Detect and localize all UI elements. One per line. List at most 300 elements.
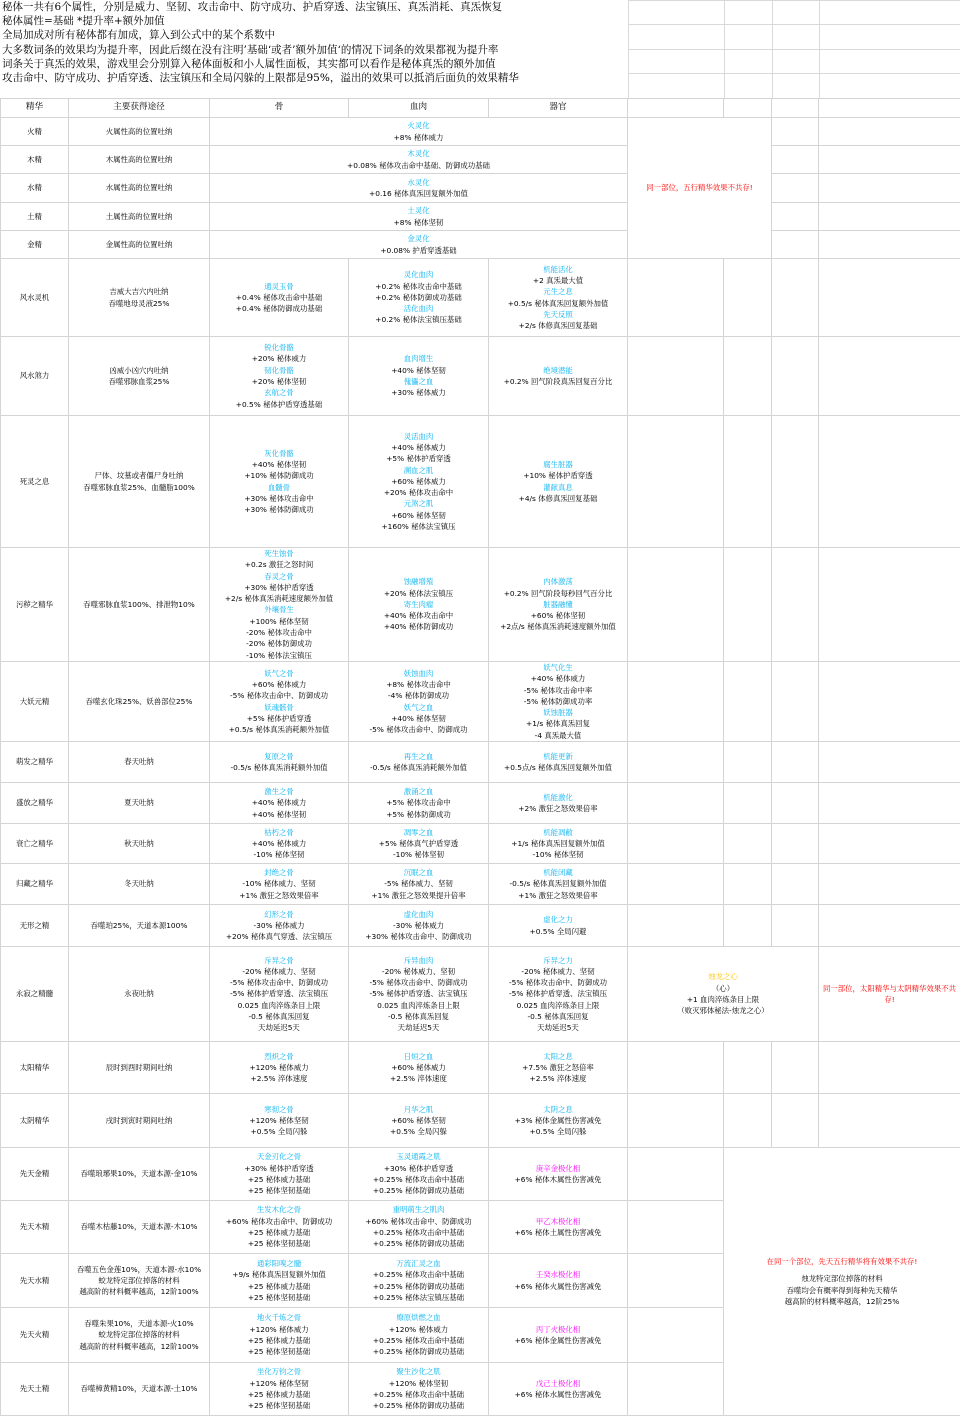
effect-text: +1% 激狂之怒效果提升倍率 xyxy=(350,890,487,901)
effect-text: +20% 秘体威力 xyxy=(211,353,347,364)
effect-text: -10% 秘体坚韧 xyxy=(490,849,626,860)
source-cell: 火属性高的位置吐纳 xyxy=(69,118,210,146)
effect-name: 妖蚀脏器 xyxy=(490,707,626,718)
essence-cell: 盛放之精华 xyxy=(1,783,69,824)
essence-cell: 衰亡之精华 xyxy=(1,824,69,864)
essence-cell: 太阳精华 xyxy=(1,1042,69,1094)
effect-name: 太阳之息 xyxy=(490,1051,626,1062)
essence-cell: 火精 xyxy=(1,118,69,146)
effect-text: +0.5/s 秘体真炁消耗额外加值 xyxy=(211,724,347,735)
effect-text: +6% 秘体火属性伤害减免 xyxy=(490,1281,626,1292)
effect-text: +0.25% 秘体防御成功基础 xyxy=(350,1346,487,1357)
effect-name: 复原之骨 xyxy=(211,751,347,762)
effect-name: 壬癸水极化相 xyxy=(490,1269,626,1280)
effect-text: 0.025 血肉淬炼条目上限 xyxy=(211,1000,347,1011)
effect-text: +30% 秘体攻击命中 xyxy=(211,493,347,504)
effect-name: 机能凋敝 xyxy=(490,827,626,838)
effect-name: 血肉增生 xyxy=(350,353,487,364)
organ-cell xyxy=(489,548,628,662)
effect-text: +30% 秘体护盾穿透 xyxy=(350,1163,487,1174)
effect-text: +0.25% 秘体攻击命中基础 xyxy=(350,1335,487,1346)
flesh-cell xyxy=(349,1042,489,1094)
effect-text: +25 秘体坚韧基础 xyxy=(211,1346,347,1357)
effect-text: -5% 秘体攻击命中、防御成功 xyxy=(350,977,487,988)
effect-text: 天劫延迟5天 xyxy=(211,1022,347,1033)
effect-text: +30% 秘体护盾穿透 xyxy=(211,582,347,593)
effect-text: +0.25% 秘体防御成功基础 xyxy=(350,1281,487,1292)
source-line: 吞噬珀25%，天道本源100% xyxy=(70,920,208,931)
source-cell xyxy=(69,661,210,741)
effect-text: -5% 秘体护盾穿透、法宝镇压 xyxy=(350,988,487,999)
effect-name: 天金刃化之骨 xyxy=(211,1151,347,1162)
effect-text: +0.25% 秘体攻击命中基础 xyxy=(350,1269,487,1280)
source-cell xyxy=(69,742,210,783)
table-row xyxy=(1,416,960,548)
effect-text: +3% 秘体金属性伤害减免 xyxy=(490,1115,626,1126)
bone-cell xyxy=(210,1254,349,1308)
effect-text: +0.08% 护盾穿透基础 xyxy=(211,245,626,256)
effect-text: -5% 秘体护盾穿透、法宝镇压 xyxy=(211,988,347,999)
source-cell xyxy=(69,259,210,337)
header-row xyxy=(1,99,960,118)
essence-cell: 大妖元精 xyxy=(1,661,69,741)
source-cell xyxy=(69,1308,210,1363)
effect-text: +0.5点/s 秘体真炁回复额外加值 xyxy=(490,762,626,773)
bone-cell xyxy=(210,947,349,1042)
flesh-cell xyxy=(349,742,489,783)
table-row xyxy=(1,118,960,146)
effect-text: +0.25% 秘体防御成功基础 xyxy=(350,1185,487,1196)
flesh-cell xyxy=(349,1094,489,1148)
effect-name: 灰化骨骼 xyxy=(211,448,347,459)
organ-cell xyxy=(489,947,628,1042)
source-cell: 水属性高的位置吐纳 xyxy=(69,174,210,203)
organ-cell xyxy=(489,1201,628,1254)
effect-text: -30% 秘体威力 xyxy=(350,920,487,931)
effect-text: +40% 秘体坚韧 xyxy=(211,459,347,470)
effect-text: 0.025 血肉淬炼条目上限 xyxy=(350,1000,487,1011)
source-line: 蛟龙特定部位掉落的材料 xyxy=(70,1329,208,1340)
effect-name: 凋零之血 xyxy=(350,827,487,838)
flesh-cell xyxy=(349,1201,489,1254)
source-cell xyxy=(69,548,210,662)
effect-text: +1/s 秘体真炁回复 xyxy=(490,718,626,729)
effect-text: +60% 秘体坚韧 xyxy=(350,1115,487,1126)
effect-text: +0.4% 秘体攻击命中基础 xyxy=(211,292,347,303)
effect-name: 万流汇灵之血 xyxy=(350,1258,487,1269)
effect-name: 聚生沙化之肌 xyxy=(350,1366,487,1377)
effect-text: +100% 秘体坚韧 xyxy=(211,616,347,627)
effect-name: 吞灵之骨 xyxy=(211,571,347,582)
effect-name: 太阴之息 xyxy=(490,1104,626,1115)
effect-text: +6% 秘体金属性伤害减免 xyxy=(490,1335,626,1346)
essence-cell: 风水灵机 xyxy=(1,259,69,337)
effect-name: 先天反照 xyxy=(490,309,626,320)
flesh-cell xyxy=(349,416,489,548)
flesh-cell xyxy=(349,905,489,947)
source-line: 吞噬樟黄精10%，天道本源-土10% xyxy=(70,1383,208,1394)
effect-text: +8% 秘体坚韧 xyxy=(211,217,626,228)
effect-name: 激生之骨 xyxy=(211,786,347,797)
effect-text: +40% 秘体威力 xyxy=(211,838,347,849)
source-line: 蛟龙特定部位掉落的材料 xyxy=(70,1275,208,1286)
flesh-cell xyxy=(349,1254,489,1308)
effect-text: +20% 秘体法宝镇压 xyxy=(350,588,487,599)
essence-cell: 无形之精 xyxy=(1,905,69,947)
xiantian-note: 在同一个部位，先天五行精华将有效果不共存! xyxy=(725,1256,959,1267)
effect-text: +0.25% 秘体法宝镇压基础 xyxy=(350,1292,487,1303)
source-line: 戌时到寅时期间吐纳 xyxy=(70,1115,208,1126)
effect-text: +0.08% 秘体攻击命中基础、防御成功基础 xyxy=(211,160,626,171)
bone-cell xyxy=(210,1363,349,1416)
taiyang-taiyin-note: 同一部位，太阳精华与太阴精华效果不共存! xyxy=(819,947,960,1042)
effect-text: +10% 秘体护盾穿透 xyxy=(490,470,626,481)
effect-name: 水灵化 xyxy=(211,177,626,188)
effect-text: +25 秘体威力基础 xyxy=(211,1335,347,1346)
effect-name: 机能活化 xyxy=(490,264,626,275)
effect-text: 天劫延迟5天 xyxy=(490,1022,626,1033)
essence-cell: 死灵之息 xyxy=(1,416,69,548)
effect-text: +30% 秘体防御成功 xyxy=(211,504,347,515)
effect-text: +5% 秘体攻击命中 xyxy=(350,797,487,808)
effect-text: -20% 秘体威力、坚韧 xyxy=(490,966,626,977)
effect-name: 外壤骨生 xyxy=(211,604,347,615)
effect-name: 甲乙木极化相 xyxy=(490,1216,626,1227)
effect-text: -0.5/s 秘体真炁回复额外加值 xyxy=(490,878,626,889)
effect-name: 生发木化之骨 xyxy=(211,1204,347,1215)
effect-text: +120% 秘体威力 xyxy=(350,1324,487,1335)
effect-text: +40% 秘体坚韧 xyxy=(350,713,487,724)
source-cell xyxy=(69,1094,210,1148)
effect-text: +0.5% 全局闪躲 xyxy=(211,1126,347,1137)
effect-name: 妖魂骸骨 xyxy=(211,702,347,713)
effect-name: 日烜之血 xyxy=(350,1051,487,1062)
effect-text: +60% 秘体坚韧 xyxy=(350,510,487,521)
effect-text: +0.2% 回气阶段真炁回复百分比 xyxy=(490,376,626,387)
effect-text: +0.25% 秘体防御成功基础 xyxy=(350,1238,487,1249)
essence-cell: 先天火精 xyxy=(1,1308,69,1363)
source-line: 凶威小凶穴内吐纳 xyxy=(70,365,208,376)
essence-cell: 归藏之精华 xyxy=(1,864,69,905)
organ-cell xyxy=(489,416,628,548)
effect-name: 寒彻之骨 xyxy=(211,1104,347,1115)
header-source: 主要获得途径 xyxy=(69,99,210,118)
flesh-cell xyxy=(349,548,489,662)
source-line: 尸体、坟墓或者僵尸身吐纳 xyxy=(70,470,208,481)
effect-text: +1/s 秘体真炁回复额外加值 xyxy=(490,838,626,849)
source-line: 越高阶的材料概率越高，12阶100% xyxy=(70,1341,208,1352)
effect-name: 妖气之骨 xyxy=(211,668,347,679)
effect-name: 土灵化 xyxy=(211,205,626,216)
effect-text: +20% 秘体坚韧 xyxy=(211,376,347,387)
effect-name: 玄航之骨 xyxy=(211,387,347,398)
effect-text: +0.5/s 秘体真炁回复额外加值 xyxy=(490,298,626,309)
effect-name: 寄生肉瘤 xyxy=(350,599,487,610)
organ-cell xyxy=(489,1254,628,1308)
effect-text: +2点/s 秘体真炁消耗速度额外加值 xyxy=(490,621,626,632)
effect-text: -0.5/s 秘体真炁消耗额外加值 xyxy=(350,762,487,773)
merged-effect-cell xyxy=(210,174,628,203)
effect-text: -30% 秘体威力 xyxy=(211,920,347,931)
effect-text: +40% 秘体攻击命中 xyxy=(350,610,487,621)
effect-text: +0.5% 全局闪躲 xyxy=(350,1126,487,1137)
effect-name: 溯血之肌 xyxy=(350,465,487,476)
table-row xyxy=(1,947,960,1042)
source-line: 春天吐纳 xyxy=(70,756,208,767)
effect-name: 再生之血 xyxy=(350,751,487,762)
source-line: 吞噬地母灵液25% xyxy=(70,298,208,309)
intro-line: 秘体一共有6个属性，分别是威力、坚韧、攻击命中、防守成功、护盾穿透、法宝镇压、真炁消耗、真炁恢复 xyxy=(2,0,630,14)
source-line: 吞噬琅琊果10%，天道本源-金10% xyxy=(70,1168,208,1179)
source-cell xyxy=(69,783,210,824)
source-cell: 木属性高的位置吐纳 xyxy=(69,146,210,174)
effect-text: -0.5 秘体真炁回复 xyxy=(350,1011,487,1022)
table-row xyxy=(1,174,960,203)
effect-text: +120% 秘体坚韧 xyxy=(211,1115,347,1126)
effect-text: +2.5% 淬体速度 xyxy=(211,1073,347,1084)
effect-text: +6% 秘体土属性伤害减免 xyxy=(490,1227,626,1238)
effect-name: 死生蚀骨 xyxy=(211,548,347,559)
source-line: 吉威大吉穴内吐纳 xyxy=(70,286,208,297)
source-line: 秋天吐纳 xyxy=(70,838,208,849)
effect-text: +120% 秘体威力 xyxy=(211,1324,347,1335)
effect-name: 燎原烘燃之血 xyxy=(350,1312,487,1323)
bone-cell xyxy=(210,1201,349,1254)
bone-cell xyxy=(210,783,349,824)
bone-cell xyxy=(210,864,349,905)
effect-name: 丙丁火极化相 xyxy=(490,1324,626,1335)
effect-text: -10% 秘体威力、坚韧 xyxy=(211,878,347,889)
organ-cell xyxy=(489,1094,628,1148)
effect-text: 天劫延迟5天 xyxy=(350,1022,487,1033)
effect-text: （心） xyxy=(629,983,817,994)
header-essence: 精华 xyxy=(1,99,69,118)
source-cell xyxy=(69,337,210,416)
source-cell xyxy=(69,1042,210,1094)
effect-name: 元煞之肌 xyxy=(350,498,487,509)
table-row xyxy=(1,146,960,174)
effect-text: +30% 秘体攻击命中、防御成功 xyxy=(350,931,487,942)
effect-text: -10% 秘体坚韧 xyxy=(211,849,347,860)
effect-text: +5% 秘体护盾穿透 xyxy=(350,453,487,464)
wuxing-note: 同一部位，五行精华效果不共存! xyxy=(628,118,772,259)
merged-effect-cell xyxy=(210,146,628,174)
effect-name: 地火千炼之骨 xyxy=(211,1312,347,1323)
effect-text: +8% 秘体攻击命中 xyxy=(350,679,487,690)
effect-text: -5% 秘体攻击命中、防御成功 xyxy=(490,977,626,988)
effect-text: -5% 秘体防御成功率 xyxy=(490,696,626,707)
effect-name: 妖气化生 xyxy=(490,662,626,673)
drop-note-line: 越高阶的材料概率越高，12阶25% xyxy=(725,1296,959,1307)
organ-cell xyxy=(489,1363,628,1416)
source-cell xyxy=(69,416,210,548)
organ-cell xyxy=(489,864,628,905)
flesh-cell xyxy=(349,1308,489,1363)
source-cell xyxy=(69,1201,210,1254)
effect-text: +60% 秘体威力 xyxy=(211,679,347,690)
source-cell xyxy=(69,1254,210,1308)
effect-name: 灵活血肉 xyxy=(350,431,487,442)
essence-cell: 风水煞力 xyxy=(1,337,69,416)
bone-cell xyxy=(210,824,349,864)
organ-cell xyxy=(489,1042,628,1094)
effect-text: +40% 秘体威力 xyxy=(211,797,347,808)
source-line: 吞噬邪脉血浆25% xyxy=(70,376,208,387)
effect-text: +25 秘体坚韧基础 xyxy=(211,1238,347,1249)
effect-name: 烈炽之骨 xyxy=(211,1051,347,1062)
organ-cell xyxy=(489,1308,628,1363)
table-row xyxy=(1,203,960,231)
effect-text: +25 秘体坚韧基础 xyxy=(211,1400,347,1411)
essence-cell: 污秽之精华 xyxy=(1,548,69,662)
intro-line: 攻击命中、防守成功、护盾穿透、法宝镇压和全局闪躲的上限都是95%，溢出的效果可以抵消后面负的效果精华 xyxy=(2,71,630,85)
effect-text: +0.4% 秘体防御成功基础 xyxy=(211,303,347,314)
effect-text: +2 真炁最大值 xyxy=(490,275,626,286)
effect-text: +30% 秘体威力 xyxy=(350,387,487,398)
effect-name: 蚀融增殖 xyxy=(350,576,487,587)
effect-text: +6% 秘体木属性伤害减免 xyxy=(490,1174,626,1185)
effect-text: +25 秘体威力基础 xyxy=(211,1227,347,1238)
essence-cell: 水精 xyxy=(1,174,69,203)
source-line: 吞噬朱果10%，天道本源-火10% xyxy=(70,1318,208,1329)
effect-text: +2/s 体修真炁回复基础 xyxy=(490,320,626,331)
effect-text: +0.5% 全局闪躲 xyxy=(490,1126,626,1137)
table-row xyxy=(1,231,960,259)
intro-text-block xyxy=(0,0,630,85)
effect-name: 绝境潜能 xyxy=(490,365,626,376)
effect-name: 月华之肌 xyxy=(350,1104,487,1115)
effect-text: +8% 秘体威力 xyxy=(211,132,626,143)
table-row xyxy=(1,1042,960,1094)
effect-text: +160% 秘体法宝镇压 xyxy=(350,521,487,532)
effect-text: -10% 秘体法宝镇压 xyxy=(211,650,347,661)
effect-name: 通彩阳嗅之髓 xyxy=(211,1258,347,1269)
effect-name: 灌献真息 xyxy=(490,482,626,493)
bone-cell xyxy=(210,742,349,783)
effect-text: +25 秘体威力基础 xyxy=(211,1174,347,1185)
effect-text: +7.5% 激狂之怒倍率 xyxy=(490,1062,626,1073)
effect-text: +2/s 秘体真炁消耗速度额外加值 xyxy=(211,593,347,604)
effect-text: +5% 秘体防御成功 xyxy=(350,809,487,820)
essence-cell: 太阴精华 xyxy=(1,1094,69,1148)
flesh-cell xyxy=(349,259,489,337)
table-row xyxy=(1,824,960,864)
source-line: 吞噬五色金莲10%，天道本源-水10% xyxy=(70,1264,208,1275)
effect-name: 戊己土极化相 xyxy=(490,1378,626,1389)
effect-name: 斥异之力 xyxy=(490,955,626,966)
organ-cell xyxy=(489,337,628,416)
effect-text: +5% 秘体护盾穿透 xyxy=(211,713,347,724)
effect-text: -20% 秘体防御成功 xyxy=(211,638,347,649)
organ-cell xyxy=(489,259,628,337)
effect-text: -4% 秘体防御成功 xyxy=(350,690,487,701)
merged-effect-cell xyxy=(210,118,628,146)
organ-cell xyxy=(489,824,628,864)
effect-name: 活化血肉 xyxy=(350,303,487,314)
source-line: 吞噬玄化珠25%、妖兽部位25% xyxy=(70,696,208,707)
effect-text: -10% 秘体坚韧 xyxy=(350,849,487,860)
effect-text: +1 血肉淬炼条目上限 xyxy=(629,994,817,1005)
effect-text: +40% 秘体防御成功 xyxy=(350,621,487,632)
essence-cell: 先天水精 xyxy=(1,1254,69,1308)
essence-cell: 萌发之精华 xyxy=(1,742,69,783)
header-bone: 骨 xyxy=(210,99,349,118)
drop-note-line: 烛龙特定部位掉落的材料 xyxy=(725,1273,959,1284)
effect-name: 玉灵通霞之肌 xyxy=(350,1151,487,1162)
effect-text: +120% 秘体坚韧 xyxy=(211,1378,347,1389)
effect-name: 腐生脏器 xyxy=(490,459,626,470)
effect-text: +120% 秘体威力 xyxy=(211,1062,347,1073)
effect-text: +60% 秘体攻击命中、防御成功 xyxy=(350,1216,487,1227)
source-cell: 土属性高的位置吐纳 xyxy=(69,203,210,231)
bone-cell xyxy=(210,416,349,548)
essence-cell: 金精 xyxy=(1,231,69,259)
effect-text: +0.5% 秘体护盾穿透基础 xyxy=(211,399,347,410)
effect-text: +0.2% 秘体攻击命中基础 xyxy=(350,281,487,292)
bone-cell xyxy=(210,905,349,947)
table-row xyxy=(1,864,960,905)
effect-text: +4/s 体修真炁回复基础 xyxy=(490,493,626,504)
table-row xyxy=(1,661,960,741)
table-row xyxy=(1,548,960,662)
effect-name: 机能激化 xyxy=(490,792,626,803)
effect-name: 虚化血肉 xyxy=(350,909,487,920)
effect-text: +2% 激狂之怒效果倍率 xyxy=(490,803,626,814)
effect-text: +40% 秘体坚韧 xyxy=(350,365,487,376)
effect-name: 坐化万钧之骨 xyxy=(211,1366,347,1377)
effect-name: 幻形之骨 xyxy=(211,909,347,920)
source-cell xyxy=(69,864,210,905)
effect-text: +25 秘体坚韧基础 xyxy=(211,1185,347,1196)
effect-name: 金灵化 xyxy=(211,233,626,244)
source-line: 永夜吐纳 xyxy=(70,988,208,999)
effect-name: 激涌之血 xyxy=(350,786,487,797)
bone-cell xyxy=(210,259,349,337)
flesh-cell xyxy=(349,661,489,741)
effect-text: -4 真炁最大值 xyxy=(490,730,626,741)
essence-cell: 永寂之精髓 xyxy=(1,947,69,1042)
source-cell xyxy=(69,905,210,947)
effect-text: +60% 秘体攻击命中、防御成功 xyxy=(211,1216,347,1227)
effect-text: +0.25% 秘体防御成功基础 xyxy=(350,1400,487,1411)
table-row xyxy=(1,259,960,337)
source-line: 夏天吐纳 xyxy=(70,797,208,808)
effect-name: 虚化之力 xyxy=(490,914,626,925)
merged-effect-cell xyxy=(210,203,628,231)
source-cell: 金属性高的位置吐纳 xyxy=(69,231,210,259)
effect-text: +2.5% 淬体速度 xyxy=(350,1073,487,1084)
organ-cell xyxy=(489,783,628,824)
flesh-cell xyxy=(349,947,489,1042)
table-row xyxy=(1,1094,960,1148)
effect-text: +0.2% 回气阶段每秒回气百分比 xyxy=(490,588,626,599)
heart-cell xyxy=(628,947,819,1042)
effect-text: +40% 秘体威力 xyxy=(350,442,487,453)
source-line: 越高阶的材料概率越高，12阶100% xyxy=(70,1286,208,1297)
bone-cell xyxy=(210,548,349,662)
effect-name: 机能闭藏 xyxy=(490,867,626,878)
effect-name: 重明萌生之肌肉 xyxy=(350,1204,487,1215)
table-row xyxy=(1,742,960,783)
effect-text: +60% 秘体威力 xyxy=(350,476,487,487)
table-row xyxy=(1,337,960,416)
xiantian-note-cell xyxy=(724,1148,960,1416)
source-line: 吞噬邪脉血浆25%、血髓脂100% xyxy=(70,482,208,493)
essence-table xyxy=(0,98,960,1416)
merged-effect-cell xyxy=(210,231,628,259)
effect-text: +0.16 秘体真炁回复额外加值 xyxy=(211,188,626,199)
effect-text: +0.25% 秘体攻击命中基础 xyxy=(350,1174,487,1185)
